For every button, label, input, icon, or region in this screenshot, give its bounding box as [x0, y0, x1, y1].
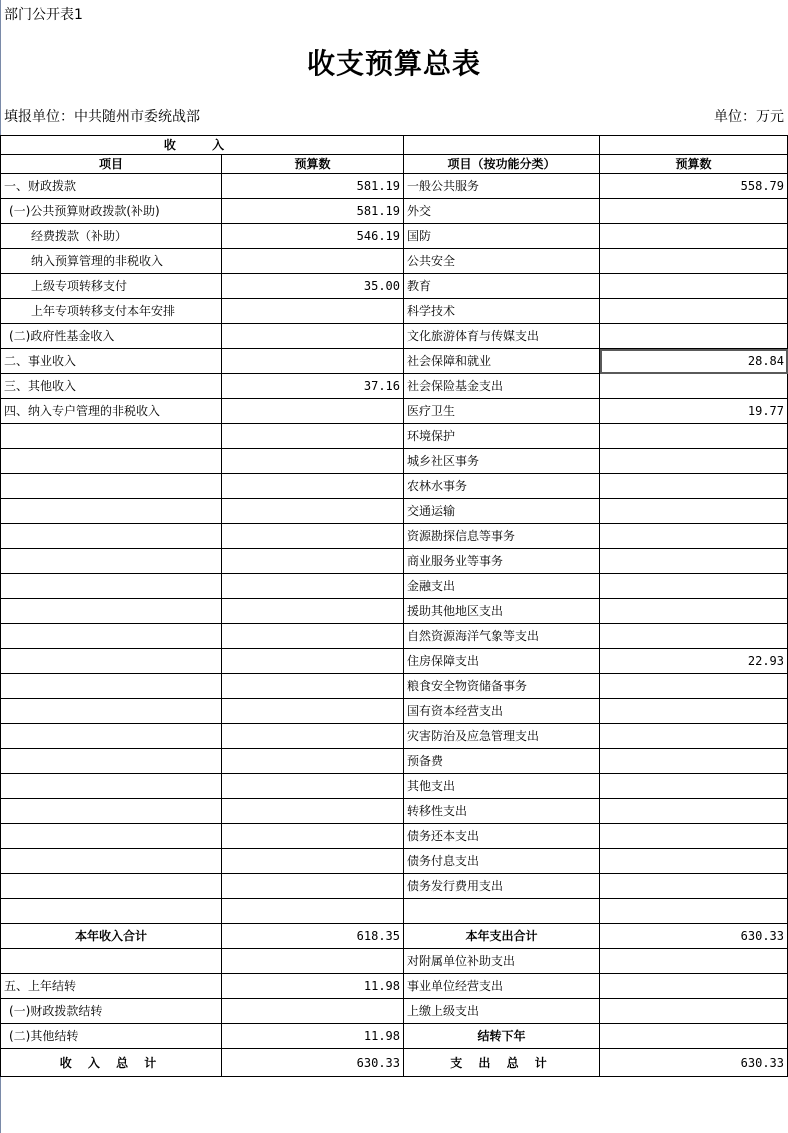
expense-item-cell[interactable]: 科学技术 — [404, 299, 600, 324]
expense-grand-total-value[interactable]: 630.33 — [600, 1049, 788, 1077]
income-item-cell[interactable] — [1, 424, 222, 449]
expense-amount-cell[interactable] — [600, 824, 788, 849]
income-amount-cell[interactable] — [222, 324, 404, 349]
expense-amount-cell[interactable] — [600, 774, 788, 799]
table-row — [1, 824, 788, 849]
expense-amount-cell[interactable] — [600, 274, 788, 299]
income-amount-cell[interactable]: 35.00 — [222, 274, 404, 299]
income-amount-cell[interactable]: 11.98 — [222, 974, 404, 999]
income-amount-cell[interactable] — [222, 699, 404, 724]
table-row — [1, 324, 788, 349]
income-item-cell[interactable] — [1, 524, 222, 549]
income-amount-cell[interactable] — [222, 349, 404, 374]
expense-amount-cell[interactable]: 558.79 — [600, 174, 788, 199]
income-item-cell[interactable] — [1, 849, 222, 874]
income-item-cell[interactable] — [1, 574, 222, 599]
expense-item-cell[interactable]: 文化旅游体育与传媒支出 — [404, 324, 600, 349]
expense-amount-cell[interactable] — [600, 974, 788, 999]
table-row — [1, 249, 788, 274]
expense-amount-cell[interactable] — [600, 324, 788, 349]
table-row — [1, 899, 788, 924]
table-row — [1, 924, 788, 949]
expense-item-cell[interactable]: 社会保险基金支出 — [404, 374, 600, 399]
expense-amount-cell[interactable] — [600, 374, 788, 399]
income-amount-cell[interactable] — [222, 299, 404, 324]
income-amount-cell[interactable] — [222, 424, 404, 449]
expense-item-cell[interactable]: 国防 — [404, 224, 600, 249]
expense-item-cell[interactable] — [404, 899, 600, 924]
income-item-cell[interactable]: 经费拨款（补助） — [1, 224, 222, 249]
income-amount-cell[interactable] — [222, 849, 404, 874]
expense-amount-cell[interactable] — [600, 249, 788, 274]
income-item-cell[interactable] — [1, 874, 222, 899]
header-blank-cell[interactable] — [404, 136, 600, 155]
income-amount-cell[interactable]: 581.19 — [222, 199, 404, 224]
expense-amount-cell[interactable] — [600, 449, 788, 474]
expense-amount-cell[interactable] — [600, 624, 788, 649]
table-row — [1, 774, 788, 799]
expense-amount-cell[interactable] — [600, 874, 788, 899]
income-amount-cell[interactable] — [222, 549, 404, 574]
income-item-cell[interactable] — [1, 824, 222, 849]
income-item-cell[interactable]: (一)公共预算财政拨款(补助) — [1, 199, 222, 224]
expense-item-cell[interactable]: 援助其他地区支出 — [404, 599, 600, 624]
page-title: 收支预算总表 — [306, 47, 481, 80]
expense-item-cell[interactable]: 事业单位经营支出 — [404, 974, 600, 999]
income-amount-cell[interactable] — [222, 724, 404, 749]
budget-summary-table — [0, 135, 788, 1077]
income-amount-cell[interactable] — [222, 249, 404, 274]
income-item-cell[interactable]: 上级专项转移支付 — [1, 274, 222, 299]
income-amount-cell[interactable] — [222, 474, 404, 499]
income-item-cell[interactable] — [1, 449, 222, 474]
income-item-cell[interactable]: 一、财政拨款 — [1, 174, 222, 199]
expense-item-cell[interactable]: 环境保护 — [404, 424, 600, 449]
income-amount-header[interactable]: 预算数 — [222, 155, 404, 174]
income-amount-cell[interactable] — [222, 749, 404, 774]
income-item-cell[interactable]: (二)政府性基金收入 — [1, 324, 222, 349]
expense-amount-cell[interactable] — [600, 499, 788, 524]
income-amount-cell[interactable] — [222, 824, 404, 849]
expense-item-cell[interactable]: 城乡社区事务 — [404, 449, 600, 474]
expense-amount-cell[interactable] — [600, 999, 788, 1024]
header-blank-cell[interactable] — [600, 136, 788, 155]
expense-amount-cell[interactable] — [600, 1024, 788, 1049]
expense-item-cell[interactable]: 公共安全 — [404, 249, 600, 274]
expense-item-cell[interactable]: 国有资本经营支出 — [404, 699, 600, 724]
table-row — [1, 524, 788, 549]
grand-total-row — [1, 1049, 788, 1077]
income-amount-cell[interactable] — [222, 674, 404, 699]
income-item-cell[interactable] — [1, 799, 222, 824]
table-row — [1, 274, 788, 299]
income-item-cell[interactable]: 二、事业收入 — [1, 349, 222, 374]
expense-item-cell[interactable]: 对附属单位补助支出 — [404, 949, 600, 974]
table-row — [1, 349, 788, 374]
expense-grand-total-label[interactable]: 支 出 总 计 — [404, 1049, 600, 1077]
expense-amount-cell[interactable] — [600, 224, 788, 249]
expense-item-cell[interactable]: 一般公共服务 — [404, 174, 600, 199]
income-item-cell[interactable] — [1, 624, 222, 649]
table-row — [1, 574, 788, 599]
expense-amount-cell[interactable] — [600, 599, 788, 624]
income-item-header[interactable]: 项目 — [1, 155, 222, 174]
expense-amount-cell[interactable] — [600, 574, 788, 599]
table-row — [1, 449, 788, 474]
income-amount-cell[interactable]: 546.19 — [222, 224, 404, 249]
expense-item-cell[interactable]: 外交 — [404, 199, 600, 224]
income-amount-cell[interactable]: 11.98 — [222, 1024, 404, 1049]
expense-amount-cell[interactable] — [600, 849, 788, 874]
expense-amount-cell[interactable] — [600, 799, 788, 824]
income-amount-cell[interactable] — [222, 524, 404, 549]
table-row — [1, 374, 788, 399]
expense-item-cell[interactable]: 商业服务业等事务 — [404, 549, 600, 574]
expense-amount-cell[interactable] — [600, 199, 788, 224]
expense-amount-cell[interactable] — [600, 674, 788, 699]
table-row — [1, 1024, 788, 1049]
table-row — [1, 499, 788, 524]
reporting-unit-label: 填报单位：中共随州市委统战部 — [4, 109, 200, 125]
income-item-cell[interactable] — [1, 899, 222, 924]
expense-amount-cell[interactable] — [600, 749, 788, 774]
income-item-cell[interactable] — [1, 474, 222, 499]
table-row — [1, 999, 788, 1024]
table-row — [1, 724, 788, 749]
table-row — [1, 549, 788, 574]
expense-amount-cell[interactable] — [600, 949, 788, 974]
expense-item-cell[interactable]: 社会保障和就业 — [404, 349, 600, 374]
expense-amount-cell[interactable] — [600, 549, 788, 574]
income-group-header[interactable]: 收 入 — [1, 136, 404, 155]
expense-item-cell[interactable]: 农林水事务 — [404, 474, 600, 499]
table-row — [1, 224, 788, 249]
table-row — [1, 649, 788, 674]
income-item-cell[interactable]: 五、上年结转 — [1, 974, 222, 999]
expense-item-cell[interactable]: 金融支出 — [404, 574, 600, 599]
expense-amount-cell[interactable]: 19.77 — [600, 399, 788, 424]
table-row — [1, 749, 788, 774]
income-amount-cell[interactable]: 581.19 — [222, 174, 404, 199]
income-amount-cell[interactable] — [222, 799, 404, 824]
expense-item-cell[interactable]: 本年支出合计 — [404, 924, 600, 949]
expense-item-cell[interactable]: 其他支出 — [404, 774, 600, 799]
income-grand-total-value[interactable]: 630.33 — [222, 1049, 404, 1077]
expense-item-cell[interactable]: 住房保障支出 — [404, 649, 600, 674]
income-amount-cell[interactable] — [222, 574, 404, 599]
income-amount-cell[interactable]: 618.35 — [222, 924, 404, 949]
expense-item-cell[interactable]: 上缴上级支出 — [404, 999, 600, 1024]
income-grand-total-label[interactable]: 收 入 总 计 — [1, 1049, 222, 1077]
income-item-cell[interactable]: 四、纳入专户管理的非税收入 — [1, 399, 222, 424]
expense-amount-header[interactable]: 预算数 — [600, 155, 788, 174]
expense-amount-cell[interactable] — [600, 474, 788, 499]
expense-item-cell[interactable]: 医疗卫生 — [404, 399, 600, 424]
income-amount-cell[interactable] — [222, 899, 404, 924]
expense-item-cell[interactable]: 自然资源海洋气象等支出 — [404, 624, 600, 649]
expense-item-cell[interactable]: 债务发行费用支出 — [404, 874, 600, 899]
expense-item-cell[interactable]: 结转下年 — [404, 1024, 600, 1049]
expense-amount-cell[interactable] — [600, 699, 788, 724]
expense-item-cell[interactable]: 教育 — [404, 274, 600, 299]
expense-amount-cell[interactable] — [600, 524, 788, 549]
expense-item-cell[interactable]: 交通运输 — [404, 499, 600, 524]
income-item-cell[interactable]: (二)其他结转 — [1, 1024, 222, 1049]
income-item-cell[interactable]: 上年专项转移支付本年安排 — [1, 299, 222, 324]
expense-amount-cell[interactable]: 630.33 — [600, 924, 788, 949]
income-item-cell[interactable] — [1, 674, 222, 699]
income-amount-cell[interactable] — [222, 874, 404, 899]
table-row — [1, 874, 788, 899]
table-row — [1, 599, 788, 624]
expense-item-cell[interactable]: 债务还本支出 — [404, 824, 600, 849]
expense-item-cell[interactable]: 转移性支出 — [404, 799, 600, 824]
income-item-cell[interactable]: (一)财政拨款结转 — [1, 999, 222, 1024]
income-amount-cell[interactable] — [222, 649, 404, 674]
table-row — [1, 174, 788, 199]
expense-item-cell[interactable]: 债务付息支出 — [404, 849, 600, 874]
header-column-row — [1, 155, 788, 174]
expense-item-cell[interactable]: 资源勘探信息等事务 — [404, 524, 600, 549]
table-row — [1, 624, 788, 649]
table-row — [1, 299, 788, 324]
income-item-cell[interactable] — [1, 949, 222, 974]
income-amount-cell[interactable]: 37.16 — [222, 374, 404, 399]
expense-amount-cell[interactable]: 22.93 — [600, 649, 788, 674]
table-row — [1, 199, 788, 224]
header-group-row — [1, 136, 788, 155]
income-amount-cell[interactable] — [222, 999, 404, 1024]
expense-amount-cell[interactable] — [600, 899, 788, 924]
table-row — [1, 699, 788, 724]
expense-item-cell[interactable]: 预备费 — [404, 749, 600, 774]
income-amount-cell[interactable] — [222, 949, 404, 974]
income-amount-cell[interactable] — [222, 624, 404, 649]
currency-unit-label: 单位：万元 — [714, 109, 784, 125]
table-row — [1, 949, 788, 974]
income-item-cell[interactable] — [1, 649, 222, 674]
income-item-cell[interactable]: 本年收入合计 — [1, 924, 222, 949]
expense-amount-cell[interactable] — [600, 299, 788, 324]
table-row — [1, 674, 788, 699]
expense-item-header[interactable]: 项目（按功能分类） — [404, 155, 600, 174]
income-amount-cell[interactable] — [222, 399, 404, 424]
expense-item-cell[interactable]: 灾害防治及应急管理支出 — [404, 724, 600, 749]
expense-amount-cell[interactable] — [600, 424, 788, 449]
expense-item-cell[interactable]: 粮食安全物资储备事务 — [404, 674, 600, 699]
income-item-cell[interactable] — [1, 499, 222, 524]
income-item-cell[interactable]: 纳入预算管理的非税收入 — [1, 249, 222, 274]
income-item-cell[interactable] — [1, 724, 222, 749]
table-row — [1, 974, 788, 999]
income-item-cell[interactable] — [1, 599, 222, 624]
income-item-cell[interactable] — [1, 749, 222, 774]
table-row — [1, 399, 788, 424]
income-amount-cell[interactable] — [222, 774, 404, 799]
income-amount-cell[interactable] — [222, 599, 404, 624]
sheet-id-label: 部门公开表1 — [4, 7, 83, 23]
table-row — [1, 799, 788, 824]
income-item-cell[interactable]: 三、其他收入 — [1, 374, 222, 399]
income-item-cell[interactable] — [1, 699, 222, 724]
expense-amount-cell[interactable] — [600, 724, 788, 749]
income-item-cell[interactable] — [1, 774, 222, 799]
table-row — [1, 849, 788, 874]
table-row — [1, 474, 788, 499]
income-amount-cell[interactable] — [222, 449, 404, 474]
table-row — [1, 424, 788, 449]
income-amount-cell[interactable] — [222, 499, 404, 524]
income-item-cell[interactable] — [1, 549, 222, 574]
selected-cell[interactable]: 28.84 — [600, 349, 788, 374]
